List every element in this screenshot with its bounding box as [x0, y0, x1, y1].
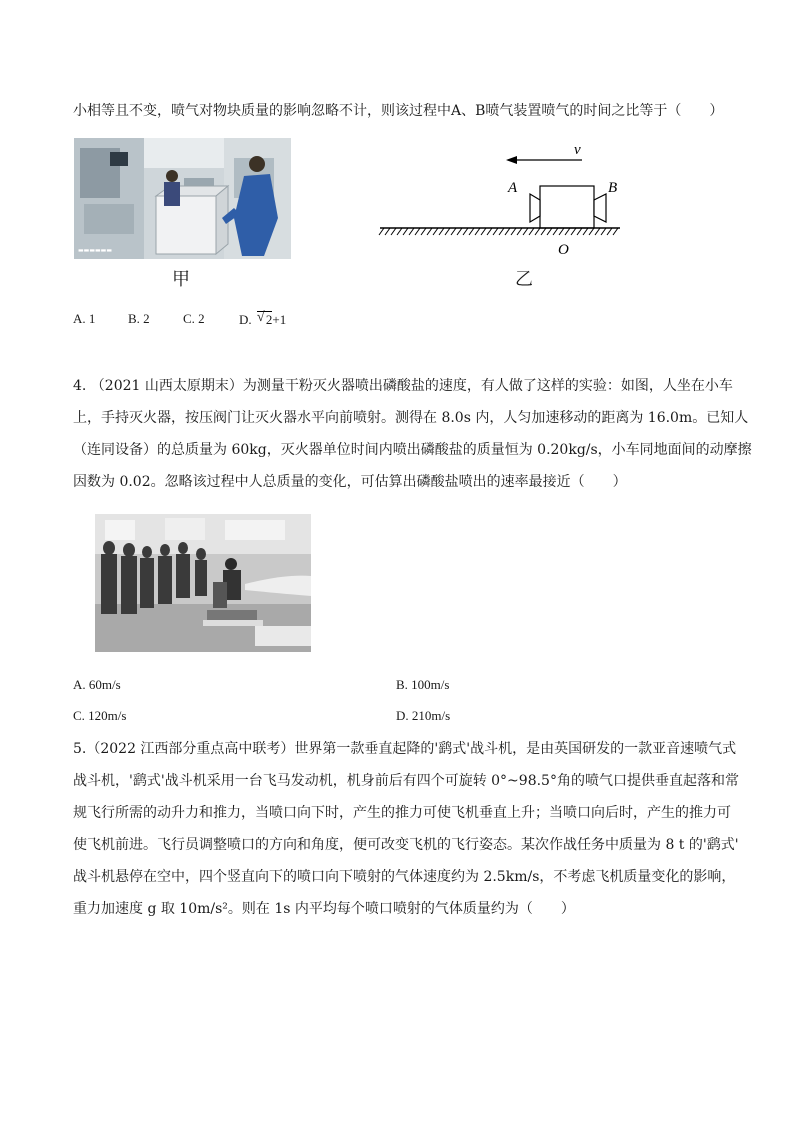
- q5-line-1: 5.（2022 江西部分重点高中联考）世界第一款垂直起降的'鹞式'战斗机，是由英国研发的一款亚音速喷气式: [73, 741, 737, 757]
- q4-line-3: （连同设备）的总质量为 60kg，灭火器单位时间内喷出磷酸盐的质量恒为 0.20kg/s，小车同地面间的动摩擦: [73, 442, 752, 458]
- q5-line-2: 战斗机，'鹞式'战斗机采用一台飞马发动机，机身前后有四个可旋转 0°~98.5°角的喷气口提供垂直起落和常: [73, 773, 739, 789]
- ground-hatch-line: [583, 228, 588, 235]
- ground-hatch-line: [457, 228, 462, 235]
- q4-option-b[interactable]: B. 100m/s: [396, 677, 450, 692]
- ground-hatch-line: [379, 228, 384, 235]
- q3-option-d-tail: +1: [272, 312, 287, 327]
- ground-hatch-line: [613, 228, 618, 235]
- q4-option-a[interactable]: A. 60m/s: [73, 677, 121, 692]
- ground-hatch-line: [529, 228, 534, 235]
- velocity-label: v: [574, 142, 581, 158]
- q3-stem-tail: 小相等且不变，喷气对物块质量的影响忽略不计，则该过程中A、B喷气装置喷气的时间之比等于（ ）: [73, 103, 724, 119]
- ground-hatch-line: [553, 228, 558, 235]
- ground-hatch-line: [403, 228, 408, 235]
- q3-option-c[interactable]: C. 2: [183, 311, 205, 326]
- ground-hatch-line: [517, 228, 522, 235]
- ground-hatch-line: [469, 228, 474, 235]
- q5-line-5: 战斗机悬停在空中，四个竖直向下的喷口向下喷射的气体速度约为 2.5km/s，不考虑飞机质量变化的影响，: [73, 869, 736, 885]
- ground-hatch-line: [415, 228, 420, 235]
- ground-hatch-line: [595, 228, 600, 235]
- ground-hatch-line: [397, 228, 402, 235]
- svg-text:▬▬▬▬▬▬: ▬▬▬▬▬▬: [78, 247, 113, 254]
- ground-hatch-line: [475, 228, 480, 235]
- ground-hatch-line: [499, 228, 504, 235]
- ground-hatch-line: [565, 228, 570, 235]
- ground-hatch-line: [493, 228, 498, 235]
- ground-hatch-line: [511, 228, 516, 235]
- q3-option-d-label: D.: [239, 312, 255, 327]
- sqrt-symbol: √ 2: [256, 310, 273, 327]
- ground-hatch-line: [559, 228, 564, 235]
- ground-hatch-line: [391, 228, 396, 235]
- q3-option-a[interactable]: A. 1: [73, 311, 96, 326]
- ground-hatch-line: [463, 228, 468, 235]
- ground-hatch-line: [601, 228, 606, 235]
- ground-hatch-line: [535, 228, 540, 235]
- point-b-label: B: [608, 180, 618, 196]
- sqrt-radicand: 2: [265, 312, 273, 327]
- q5-line-3: 规飞行所需的动升力和推力，当喷口向下时，产生的推力可使飞机垂直上升；当喷口向后时，产生的推力可: [73, 805, 731, 821]
- ground-hatch-line: [433, 228, 438, 235]
- q5-line-6: 重力加速度 g 取 10m/s²。则在 1s 内平均每个喷口喷射的气体质量约为（ ）: [73, 901, 575, 917]
- ground-hatch-line: [547, 228, 552, 235]
- point-a-label: A: [508, 180, 518, 196]
- ground-hatch-line: [487, 228, 492, 235]
- figure-label-jia: 甲: [172, 269, 190, 290]
- ground-hatch-line: [427, 228, 432, 235]
- q4-line-2: 上，手持灭火器，按压阀门让灭火器水平向前喷射。测得在 8.0s 内，人匀加速移动的距离为 16.0m。已知人: [73, 410, 749, 426]
- ground-hatch-line: [385, 228, 390, 235]
- figure-label-yi: 乙: [515, 269, 533, 290]
- ground-hatch-line: [589, 228, 594, 235]
- ground-hatch-line: [451, 228, 456, 235]
- q4-option-c[interactable]: C. 120m/s: [73, 708, 127, 723]
- q4-line-1: 4. （2021 山西太原期末）为测量干粉灭火器喷出磷酸盐的速度，有人做了这样的实验：如图，人坐在小车: [73, 378, 733, 394]
- q4-option-d[interactable]: D. 210m/s: [396, 708, 451, 723]
- ground-hatch-line: [523, 228, 528, 235]
- q4-line-4: 因数为 0.02。忽略该过程中人总质量的变化，可估算出磷酸盐喷出的速率最接近（ ）: [73, 474, 627, 490]
- ground-hatch-line: [607, 228, 612, 235]
- point-o-label: O: [558, 242, 569, 258]
- ground-hatch-line: [571, 228, 576, 235]
- space-station-photo: [74, 138, 291, 259]
- ground-hatch-line: [439, 228, 444, 235]
- ground-hatch-line: [505, 228, 510, 235]
- fire-extinguisher-photo: [95, 514, 311, 652]
- q3-option-d[interactable]: [239, 311, 286, 328]
- block-nozzle-diagram: [376, 138, 626, 263]
- ground-hatch-line: [541, 228, 546, 235]
- ground-hatch-line: [481, 228, 486, 235]
- q3-option-b[interactable]: B. 2: [128, 311, 150, 326]
- ground-hatch-line: [577, 228, 582, 235]
- ground-hatch-line: [421, 228, 426, 235]
- q5-line-4: 使飞机前进。飞行员调整喷口的方向和角度，便可改变飞机的飞行姿态。某次作战任务中质量为 8 t 的'鹞式': [73, 837, 739, 853]
- ground-hatch-line: [409, 228, 414, 235]
- ground-hatch-line: [445, 228, 450, 235]
